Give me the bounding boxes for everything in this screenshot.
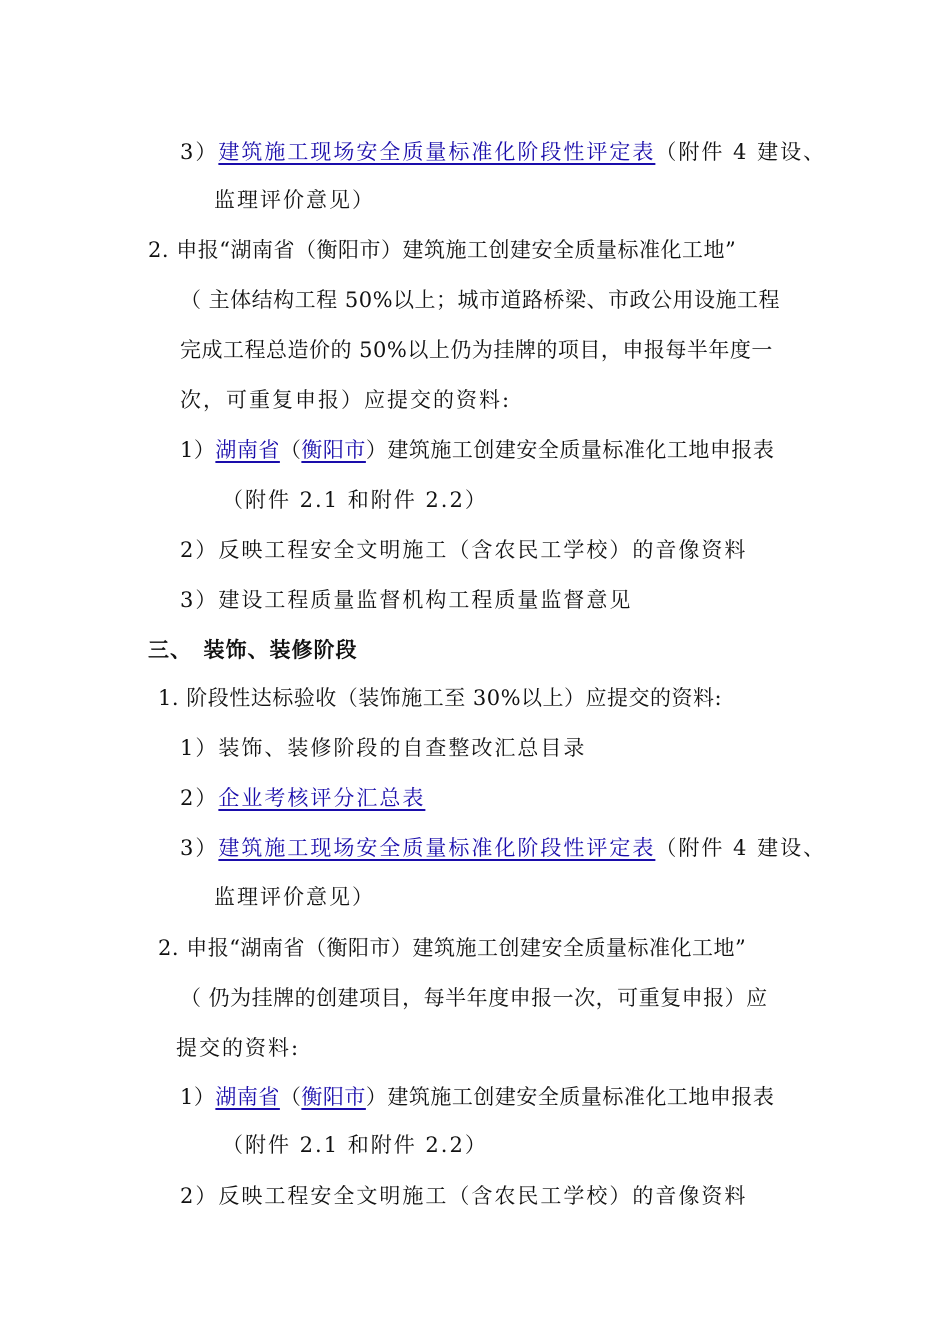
line-item-3-appraisal-form: 3）建筑施工现场安全质量标准化阶段性评定表（附件 4 建设、 (180, 836, 827, 860)
link-hengyang-city[interactable]: 衡阳市 (301, 1085, 366, 1109)
line-continuation: （附件 2.1 和附件 2.2） (222, 1133, 488, 1157)
paragraph-line: 次，可重复申报）应提交的资料: (180, 388, 512, 412)
line-continuation: 监理评价意见） (214, 188, 375, 212)
link-score-summary[interactable]: 企业考核评分汇总表 (218, 786, 426, 810)
line-continuation: 监理评价意见） (214, 885, 375, 909)
line-item-3: 3）建设工程质量监督机构工程质量监督意见 (180, 588, 633, 612)
link-appraisal-form[interactable]: 建筑施工现场安全质量标准化阶段性评定表 (218, 836, 656, 860)
line-continuation: （附件 2.1 和附件 2.2） (222, 488, 488, 512)
section-heading: 三、 装饰、装修阶段 (148, 638, 358, 662)
link-hunan-province[interactable]: 湖南省 (215, 438, 280, 462)
paragraph-line: （ 主体结构工程 50%以上；城市道路桥梁、市政公用设施工程 (180, 288, 781, 312)
paragraph-line: （ 仍为挂牌的创建项目，每半年度申报一次，可重复申报）应 (180, 986, 768, 1010)
line-item-1-application-form: 1）湖南省（衡阳市）建筑施工创建安全质量标准化工地申报表 (180, 1085, 775, 1109)
line-item-3-appraisal-form (180, 137, 826, 167)
section-item-2: 2. 申报“湖南省（衡阳市）建筑施工创建安全质量标准化工地” (158, 936, 747, 960)
line-item-1: 1）装饰、装修阶段的自查整改汇总目录 (180, 736, 587, 760)
line-item-2: 2）反映工程安全文明施工（含农民工学校）的音像资料 (180, 1184, 748, 1208)
section-item-2: 2. 申报“湖南省（衡阳市）建筑施工创建安全质量标准化工地” (148, 238, 737, 262)
line-item-1-application-form: 1）湖南省（衡阳市）建筑施工创建安全质量标准化工地申报表 (180, 438, 775, 462)
link-hunan-province[interactable]: 湖南省 (215, 1085, 280, 1109)
link-hengyang-city[interactable]: 衡阳市 (301, 438, 366, 462)
section-item-1: 1. 阶段性达标验收（装饰施工至 30%以上）应提交的资料: (158, 686, 723, 710)
annex-note: （附件 4 建设、 (655, 140, 827, 164)
list-number: 3） (180, 140, 219, 164)
line-item-2-score-summary: 2）企业考核评分汇总表 (180, 786, 426, 810)
line-item-2: 2）反映工程安全文明施工（含农民工学校）的音像资料 (180, 538, 748, 562)
paragraph-line: 提交的资料: (176, 1036, 301, 1060)
link-appraisal-form[interactable]: 建筑施工现场安全质量标准化阶段性评定表 (218, 140, 656, 164)
paragraph-line: 完成工程总造价的 50%以上仍为挂牌的项目，申报每半年度一 (180, 338, 773, 362)
